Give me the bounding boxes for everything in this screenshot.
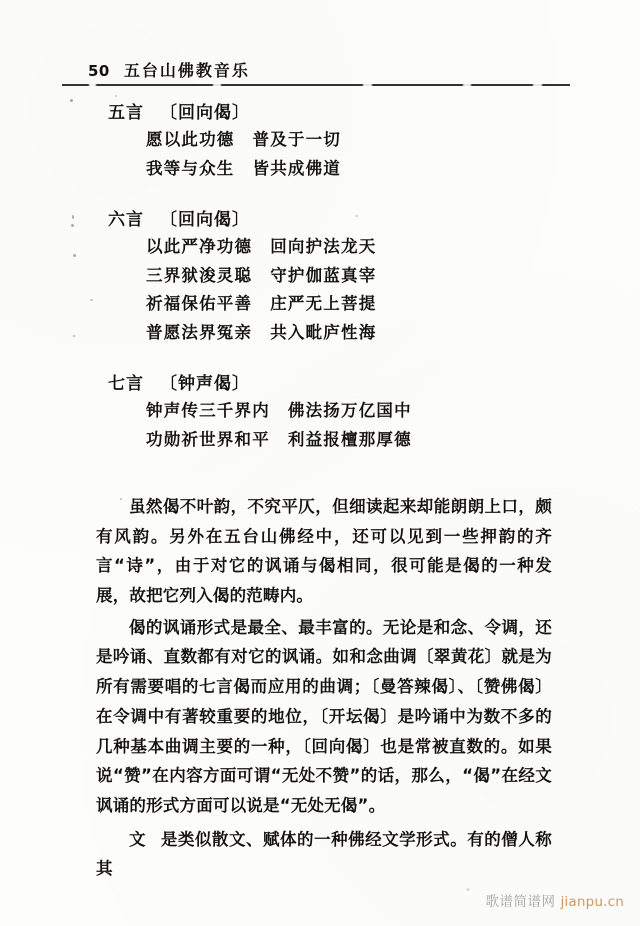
page-number: 50 <box>88 62 110 80</box>
body-text <box>96 492 552 886</box>
verse-title-label: 〔回向偈〕 <box>160 210 250 231</box>
verse-col-2: 普及于一切 <box>252 130 341 150</box>
paragraph: 偈的讽诵形式是最全、最丰富的。无论是和念、令调，还是吟诵、直数都有对它的讽诵。如和念曲调〔翠黄花〕就是为所有需要唱的七言偈而应用的曲调；〔曼答辣偈〕、〔赞佛偈〕在令调中有著较重要的地位，〔开坛偈〕是吟诵中为数不多的几种基本曲调主要的一种，〔回向偈〕也是常被直数的。如果说“赞”在内容方面可谓“无处不赞”的话，那么，“偈”在经文讽诵的形式方面可以说是“无处无偈”。 <box>96 617 552 815</box>
verse-section <box>0 100 640 478</box>
verse-col-1: 祈福保佑平善 <box>146 294 253 314</box>
verse-col-2: 守护伽蓝真宰 <box>270 265 377 285</box>
scan-speck <box>303 631 305 633</box>
verse-group-six-character <box>0 207 640 347</box>
scan-speck <box>120 498 122 500</box>
scan-speck <box>73 254 76 257</box>
scan-speck <box>73 335 75 337</box>
verse-line <box>146 126 640 154</box>
scan-speck <box>90 299 93 301</box>
verse-col-1: 三界狱浚灵聪 <box>146 265 253 285</box>
verse-meter-label: 六言 <box>108 210 144 231</box>
verse-line <box>146 426 640 454</box>
header-rule <box>62 84 570 86</box>
paragraph-final-section <box>96 825 552 884</box>
verse-title-label: 〔钟声偈〕 <box>160 373 250 394</box>
scan-speck <box>71 224 74 227</box>
verse-col-2: 回向护法龙天 <box>270 237 377 257</box>
book-title: 五台山佛教音乐 <box>123 61 250 80</box>
verse-line <box>146 155 640 183</box>
scan-speck <box>70 99 73 102</box>
scan-speck <box>228 773 231 775</box>
scan-speck <box>389 497 391 499</box>
verse-col-2: 佛法扬万亿国中 <box>287 401 412 421</box>
verse-group-five-character <box>0 100 640 183</box>
running-head <box>88 58 250 81</box>
verse-line <box>146 233 640 261</box>
verse-col-2: 庄严无上菩提 <box>270 294 377 314</box>
verse-group-seven-character <box>0 371 640 454</box>
verse-heading <box>108 371 640 397</box>
scan-speck <box>115 95 117 97</box>
verse-meter-label: 七言 <box>108 373 144 394</box>
verse-line <box>146 290 640 318</box>
scan-speck <box>72 215 74 219</box>
verse-col-1: 功勋祈世界和平 <box>146 429 270 449</box>
verse-col-1: 愿以此功德 <box>146 130 235 150</box>
verse-line <box>146 319 640 347</box>
verse-col-2: 皆共成佛道 <box>252 158 341 178</box>
verse-heading <box>108 100 640 126</box>
section-lead-character: 文 <box>129 829 147 849</box>
verse-title-label: 〔回向偈〕 <box>160 103 250 123</box>
verse-line <box>146 397 640 425</box>
paragraph: 虽然偈不叶韵，不究平仄，但细读起来却能朗朗上口，颇有风韵。另外在五台山佛经中，还可以见到一些押韵的齐言“诗”，由于对它的讽诵与偈相同，很可能是偈的一种发展，故把它列入偈的范畴内。 <box>96 497 552 606</box>
verse-col-1: 以此严净功德 <box>146 237 253 257</box>
scan-speck <box>117 110 119 112</box>
scan-speck <box>355 215 358 217</box>
scan-speck <box>466 888 470 891</box>
verse-col-1: 钟声传三千界内 <box>146 401 270 421</box>
watermark-url: jianpu.cn <box>560 894 624 910</box>
verse-col-2: 共入毗庐性海 <box>270 322 377 342</box>
verse-meter-label: 五言 <box>108 103 144 123</box>
section-text: 是类似散文、赋体的一种佛经文学形式。有的僧人称其 <box>96 829 552 879</box>
watermark <box>485 890 624 910</box>
verse-heading <box>108 207 640 233</box>
verse-col-1: 普愿法界冤亲 <box>146 322 253 342</box>
verse-line <box>146 262 640 290</box>
verse-col-2: 利益报檀那厚德 <box>287 429 412 449</box>
watermark-site-name: 歌谱简谱网 <box>485 894 556 910</box>
verse-col-1: 我等与众生 <box>146 158 235 178</box>
